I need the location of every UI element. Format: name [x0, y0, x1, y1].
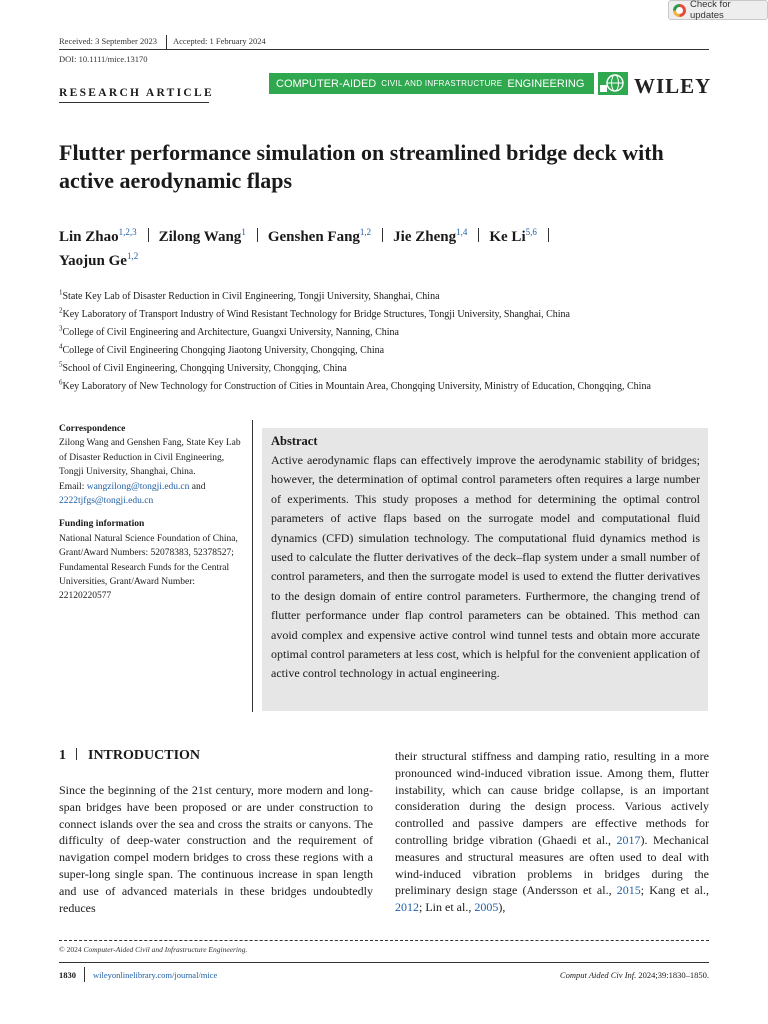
- abstract-heading: Abstract: [271, 434, 318, 448]
- citation-link[interactable]: 2017: [616, 832, 641, 847]
- section-heading: 1 INTRODUCTION: [59, 748, 201, 763]
- author-separator: [548, 228, 549, 242]
- journal-name-part1: COMPUTER-AIDED: [276, 77, 377, 90]
- email-link[interactable]: wangzilong@tongji.edu.cn: [86, 481, 190, 492]
- citation-link[interactable]: 2005: [474, 900, 499, 915]
- funding-heading: Funding information: [59, 519, 145, 530]
- correspondence-text: Zilong Wang and Genshen Fang, State Key Lab of Disaster Reduction in Civil Engineering, Tongji University, Shanghai, China. Email: wangzilong@tongji.edu.cn and 2222tjfgs@tongji.edu.cn: [59, 438, 241, 507]
- journal-url-link[interactable]: wileyonlinelibrary.com/journal/mice: [93, 970, 218, 980]
- abstract-text: Active aerodynamic flaps can effectively improve the aerodynamic stability of bridges; however, the determination of optimal control parameters often requires a large number of experiments. This study proposes a method for determining the optimal control parameters of active flaps based on the surrogate model and computational fluid dynamics (CFD) simulation technology. The computational fluid dynamics method is used to calculate the flutter derivatives of the deck–flap system under a small number of control parameters, and then the surrogate model is used to extend the flutter derivatives to the design domain of entire control parameters. Furthermore, the changing trend of flutter performance under flap control parameters can be obtained. This method can avoid complex and expensive active control wind tunnel tests and obtain more accurate optimal control parameters at less cost, which is helpful for the convenient application of active control technology in actual engineering.: [271, 453, 700, 681]
- author[interactable]: Genshen Fang$^{1,2}$: [267, 227, 372, 245]
- affiliations: [59, 288, 739, 396]
- author[interactable]: Yaojun Ge$^{1,2}$: [59, 251, 139, 269]
- divider: [166, 35, 167, 49]
- sidebar-divider: [252, 420, 253, 712]
- author-separator: [382, 228, 383, 242]
- citation-link[interactable]: 2012: [395, 900, 419, 915]
- crossmark-icon: [673, 4, 686, 17]
- journal-banner[interactable]: [269, 73, 594, 94]
- journal-globe-logo-icon: [598, 72, 628, 95]
- journal-name-part3: ENGINEERING: [507, 77, 585, 90]
- affiliation-item: $^6$Key Laboratory of New Technology for Construction of Cities in Mountain Area, Chongqing University, Ministry of Education, Chongqing, China: [59, 378, 651, 392]
- correspondence-heading: Correspondence: [59, 424, 126, 434]
- author-list: [59, 225, 709, 273]
- author[interactable]: Ke Li$^{5,6}$: [489, 227, 537, 245]
- accepted-date: Accepted: 1 February 2024: [172, 35, 266, 46]
- affiliation-item: $^3$College of Civil Engineering and Architecture, Guangxi University, Nanning, China: [59, 324, 399, 338]
- affiliation-item: $^4$College of Civil Engineering Chongqing Jiaotong University, Chongqing, China: [59, 342, 385, 356]
- article-type-underline: [59, 102, 209, 103]
- footer-dashed-rule: [59, 940, 709, 941]
- sidebar-notes: [59, 422, 244, 604]
- page-number: 1830: [59, 970, 76, 980]
- author[interactable]: Jie Zheng$^{1,4}$: [393, 227, 468, 245]
- footer-rule: [59, 962, 709, 963]
- author[interactable]: Zilong Wang$^1$: [158, 227, 246, 245]
- header-rule: [59, 49, 709, 50]
- abstract-box: [262, 428, 708, 711]
- affiliation-item: $^5$School of Civil Engineering, Chongqing University, Chongqing, China: [59, 360, 347, 374]
- footer-divider: [84, 967, 85, 982]
- copyright-line: © 2024 Computer-Aided Civil and Infrastructure Engineering.: [59, 945, 248, 954]
- affiliation-item: $^1$State Key Lab of Disaster Reduction in Civil Engineering, Tongji University, Shanghai, China: [59, 288, 440, 302]
- citation-link[interactable]: 2015: [616, 883, 641, 898]
- paper-title: Flutter performance simulation on streamlined bridge deck with active aerodynamic flaps: [59, 140, 664, 193]
- funding-text: National Natural Science Foundation of China, Grant/Award Numbers: 52078383, 52378527; Fundamental Research Funds for the Central Universities, Grant/Award Number: 22120220577: [59, 533, 238, 602]
- body-column-right: their structural stiffness and damping ratio, resulting in a more pronounced wind-induced vibration issue. Among them, flutter instability, which can cause bridge collapse, is an important consideration during the design process. Various actively controlled and passive dampers are effective methods for controlling bridge vibration (Ghaedi et al., 2017). Mechanical measures and structural measures are often used to deal with wind-induced vibration problems in bridges during the preliminary design stage (Andersson et al., 2015; Kang et al., 2012; Lin et al., 2005),: [395, 749, 710, 915]
- body-column-left: Since the beginning of the 21st century, more modern and long-span bridges have been proposed or are under construction to connect islands over the sea and cross the straits or canyons. The difficulty of deep-water construction and the requirement of navigation compel modern bridges to cross these regions with a super-long single span. The continuous increase in span length and use of advanced materials in these bridges undoubtedly reduces: [59, 783, 373, 915]
- author-separator: [478, 228, 479, 242]
- publisher-logo[interactable]: WILEY: [634, 74, 712, 98]
- author-separator: [148, 228, 149, 242]
- email-link[interactable]: 2222tjfgs@tongji.edu.cn: [59, 496, 154, 507]
- author[interactable]: Lin Zhao$^{1,2,3}$: [59, 227, 137, 245]
- author-separator: [257, 228, 258, 242]
- article-type: RESEARCH ARTICLE: [59, 87, 214, 99]
- affiliation-item: $^2$Key Laboratory of Transport Industry of Wind Resistant Technology for Bridge Structures, Tongji University, Shanghai, China: [59, 306, 570, 320]
- doi[interactable]: DOI: 10.1111/mice.13170: [59, 54, 148, 64]
- check-for-updates-button[interactable]: [668, 0, 768, 20]
- received-date: Received: 3 September 2023: [59, 35, 157, 46]
- footer-citation: Comput Aided Civ Inf. 2024;39:1830–1850.: [559, 970, 709, 980]
- dates-line: [59, 35, 266, 49]
- journal-name-part2: CIVIL AND INFRASTRUCTURE: [381, 79, 503, 88]
- check-for-updates-label: Check for updates: [689, 0, 731, 21]
